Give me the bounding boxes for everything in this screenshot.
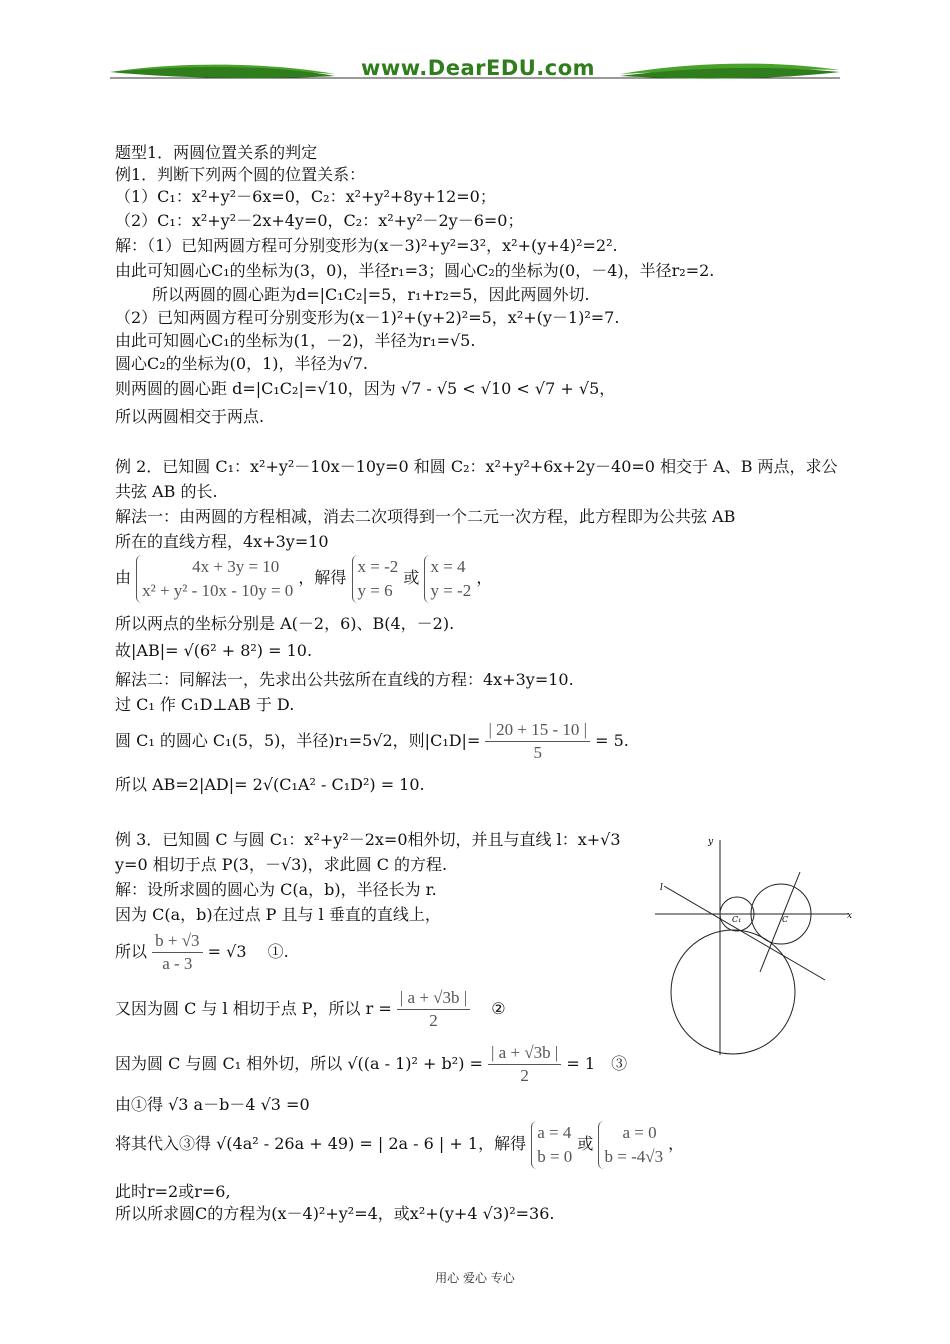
perpendicular-line <box>760 872 800 972</box>
c-label: C <box>782 915 789 924</box>
solution-line: 解：（1）已知两圆方程可分别变形为(x－3)²+y²=3²，x²+(y+4)²=2². <box>115 236 618 255</box>
text: = 5. <box>595 731 629 750</box>
text: 或 <box>403 568 420 587</box>
equation: x = -2 <box>357 556 399 576</box>
circle-large <box>671 930 795 1054</box>
solution-line <box>115 928 289 978</box>
geometry-figure <box>650 830 860 1064</box>
equation: 4x + 3y = 10 <box>192 556 280 576</box>
solution-line: 由①得 √3 a－b－4 √3 =0 <box>115 1095 310 1114</box>
example-2-title-cont: 共弦 AB 的长. <box>115 482 218 501</box>
solution-system <box>352 555 399 603</box>
numerator: | a + √3b | <box>397 987 470 1010</box>
equation: a = 0 <box>622 1122 657 1142</box>
solution-line: 过 C₁ 作 C₁D⊥AB 于 D. <box>115 695 295 714</box>
example-1-part-1: （1）C₁：x²+y²－6x=0，C₂：x²+y²+8y+12=0； <box>115 187 496 206</box>
denominator: a - 3 <box>162 954 193 973</box>
section-title: 题型1．两圆位置关系的判定 <box>115 143 318 162</box>
y-axis-label: y <box>708 837 714 847</box>
denominator: 2 <box>520 1066 529 1085</box>
equation: y = 6 <box>357 580 393 600</box>
text: ， <box>476 568 493 587</box>
x-axis-label: x <box>847 911 853 921</box>
solution-line: 圆心C₂的坐标为(0，1)，半径为√7. <box>115 354 368 373</box>
example-2-title: 例 2．已知圆 C₁：x²+y²－10x－10y=0 和圆 C₂：x²+y²+6x+2y－40=0 相交于 A、B 两点，求公 <box>115 457 838 476</box>
solution-line: 则两圆的圆心距 d=|C₁C₂|=√10，因为 √7 - √5 < √10 < √7 + √5， <box>115 379 616 398</box>
solution-line: 所以两圆相交于两点. <box>115 407 265 426</box>
equation: a = 4 <box>537 1122 572 1142</box>
solution-system <box>531 1121 572 1169</box>
solution-system <box>598 1121 663 1169</box>
example-3-title: 例 3．已知圆 C 与圆 C₁：x²+y²－2x=0相外切，并且与直线 l：x+√3 <box>115 830 621 849</box>
text: 将其代入③得 √(4a² - 26a + 49) = | 2a - 6 | + 1，解得 <box>115 1134 527 1153</box>
c1-label: C₁ <box>732 915 742 924</box>
solution-line: 故|AB|= √(6² + 8²) = 10. <box>115 641 313 660</box>
solution-line <box>115 1117 684 1173</box>
solution-line <box>115 985 506 1035</box>
solution-line: 解：设所求圆的圆心为 C(a，b)，半径长为 r. <box>115 880 437 899</box>
text: 或 <box>577 1134 594 1153</box>
example-1-title: 例1．判断下列两个圆的位置关系： <box>115 165 366 184</box>
solution-line: 由此可知圆心C₁的坐标为(1，－2)，半径为r₁=√5. <box>115 331 476 350</box>
fraction <box>488 1042 561 1087</box>
denominator: 2 <box>429 1011 438 1030</box>
example-3-title-cont: y=0 相切于点 P(3，－√3)，求此圆 C 的方程. <box>115 855 448 874</box>
site-title: www.DearEDU.com <box>360 56 596 80</box>
text: 因为圆 C 与圆 C₁ 相外切，所以 √((a - 1)² + b²) = <box>115 1054 483 1073</box>
text: = 1 ③ <box>566 1054 628 1073</box>
text: 又因为圆 C 与 l 相切于点 P，所以 r = <box>115 999 392 1018</box>
solution-method-1: 解法一：由两圆的方程相减，消去二次项得到一个二元一次方程，此方程即为公共弦 AB <box>115 507 736 526</box>
example-1-part-2: （2）C₁：x²+y²－2x+4y=0，C₂：x²+y²－2y－6=0； <box>115 211 524 230</box>
solution-line: 此时r=2或r=6, <box>115 1182 231 1201</box>
solution-line: 由此可知圆心C₁的坐标为(3，0)，半径r₁=3；圆心C₂的坐标为(0，－4)，半径r₂=2. <box>115 261 715 280</box>
line-l-label: l <box>660 883 663 893</box>
solution-method-2: 解法二：同解法一，先求出公共弦所在直线的方程：4x+3y=10. <box>115 670 574 689</box>
text: ② <box>491 999 506 1018</box>
solution-line: 所在的直线方程，4x+3y=10 <box>115 532 329 551</box>
equation: y = -2 <box>430 580 472 600</box>
solution-line: （2）已知两圆方程可分别变形为(x－1)²+(y+2)²=5，x²+(y－1)²=7. <box>115 308 620 327</box>
equation: x² + y² - 10x - 10y = 0 <box>142 580 294 600</box>
solution-line: 所以两圆的圆心距为d=|C₁C₂|=5，r₁+r₂=5，因此两圆外切. <box>152 285 590 304</box>
circles-diagram <box>650 830 860 1060</box>
text: = √3 ①. <box>207 942 289 961</box>
equation: b = 0 <box>537 1146 573 1166</box>
equation: x = 4 <box>430 556 466 576</box>
solution-line <box>115 718 629 766</box>
text: 圆 C₁ 的圆心 C₁(5，5)，半径)r₁=5√2，则|C₁D|= <box>115 731 481 750</box>
denominator: 5 <box>533 743 542 762</box>
equation: b = -4√3 <box>604 1146 664 1166</box>
line-l <box>664 886 825 980</box>
solution-line: 所以所求圆C的方程为(x－4)²+y²=4，或x²+(y+4 √3)²=36. <box>115 1204 555 1223</box>
equation-system <box>136 555 293 603</box>
solution-line <box>115 1040 627 1090</box>
text: ，解得 <box>298 568 347 587</box>
fraction <box>152 930 202 975</box>
equation-system-line <box>115 553 492 607</box>
numerator: b + √3 <box>152 930 202 953</box>
fraction <box>485 719 590 764</box>
solution-system <box>424 555 471 603</box>
text: 所以 <box>115 942 148 961</box>
solution-line: 所以两点的坐标分别是 A(－2，6)、B(4，－2). <box>115 614 455 633</box>
text: 由 <box>115 568 132 587</box>
page-footer: 用心 爱心 专心 <box>435 1271 515 1285</box>
fraction <box>397 987 470 1032</box>
text: ， <box>668 1134 685 1153</box>
solution-line: 所以 AB=2|AD|= 2√(C₁A² - C₁D²) = 10. <box>115 775 425 794</box>
page-header <box>110 50 840 90</box>
numerator: | 20 + 15 - 10 | <box>485 719 590 742</box>
solution-line: 因为 C(a，b)在过点 P 且与 l 垂直的直线上， <box>115 905 441 924</box>
numerator: | a + √3b | <box>488 1042 561 1065</box>
